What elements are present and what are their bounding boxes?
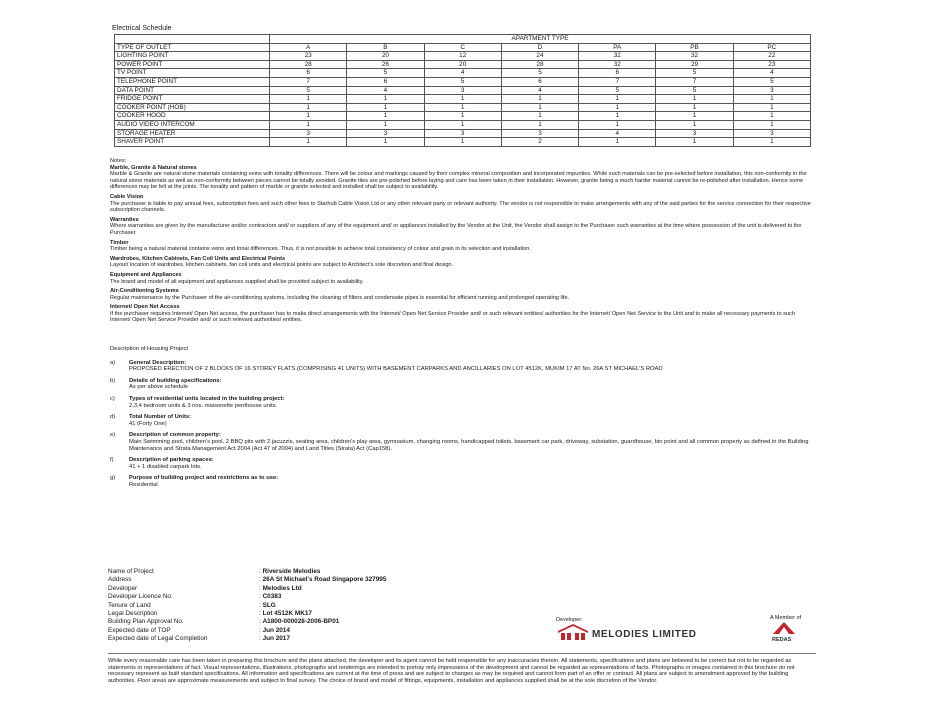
outlet-label: DATA POINT <box>115 86 270 95</box>
table-cell: 22 <box>733 52 810 61</box>
item-heading: General Description: <box>129 359 187 366</box>
table-cell: 1 <box>270 103 347 112</box>
apartment-type-header: APARTMENT TYPE <box>270 35 811 44</box>
fact-row <box>108 618 386 626</box>
note-body: Timber being a natural material contains veins and tonal differences. Thus, it is not possible to achieve total consistency of colour and grain in its selection and installation. <box>110 246 531 253</box>
item-letter: g) <box>110 475 116 482</box>
outlet-label: POWER POINT <box>115 60 270 69</box>
table-cell: 1 <box>347 138 424 147</box>
table-cell: 1 <box>424 103 501 112</box>
table-cell: 1 <box>579 103 656 112</box>
note-heading: Equipment and Appliances <box>110 271 182 278</box>
table-cell: 12 <box>424 52 501 61</box>
fact-value: : Jun 2014 <box>259 627 290 635</box>
note-body: Layout/ location of wardrobes, kitchen cabinets, fan coil units and electrical points are subject to Architect's sole discretion and final design. <box>110 262 454 269</box>
table-cell: 20 <box>424 60 501 69</box>
outlet-label: TV POINT <box>115 69 270 78</box>
table-cell: 1 <box>270 138 347 147</box>
table-cell: 3 <box>424 129 501 138</box>
table-cell: 5 <box>347 69 424 78</box>
table-cell: 6 <box>270 69 347 78</box>
table-cell: 6 <box>579 69 656 78</box>
table-row <box>115 52 811 61</box>
type-header: A <box>270 43 347 52</box>
description-item <box>110 396 816 409</box>
note-heading: Marble, Granite & Natural stones <box>110 164 197 171</box>
note-heading: Cable Vision <box>110 193 144 200</box>
table-cell: 4 <box>733 69 810 78</box>
fact-value: : 26A St Michael's Road Singapore 327995 <box>259 576 386 584</box>
table-cell: 4 <box>579 129 656 138</box>
table-cell: 1 <box>347 103 424 112</box>
table-cell: 1 <box>270 112 347 121</box>
table-cell: 29 <box>656 60 733 69</box>
item-letter: e) <box>110 432 116 439</box>
table-row <box>115 86 811 95</box>
outlet-header: TYPE OF OUTLET <box>115 43 270 52</box>
note-heading: Air-Conditioning Systems <box>110 288 179 295</box>
note-body: If the purchaser requires Internet/ Open Net access, the purchaser has to make direct arrangements with the Internet/ Open Net Service Provider and/ or such relevant entities/ authorities for the Internet/ Open Net Service to the Unit and to make all necessary payments to such Internet/ Open Net Service Provider and/ or such relevant authorities/ entities. <box>110 310 795 324</box>
table-cell: 4 <box>347 86 424 95</box>
type-header: D <box>501 43 578 52</box>
table-cell: 1 <box>501 95 578 104</box>
note-body: The purchaser is liable to pay annual fees, subscription fees and such other fees to Starhub Cable Vision Ltd or any other relevant party or relevant authority. The vendor is not responsible to make arrangements with any of the said parties for the service connection for their respective subscription channels. <box>110 200 811 214</box>
table-cell: 6 <box>501 77 578 86</box>
table-cell: 1 <box>579 95 656 104</box>
table-cell: 1 <box>656 112 733 121</box>
type-header: PA <box>579 43 656 52</box>
type-header: C <box>424 43 501 52</box>
note-heading: Timber <box>110 239 129 246</box>
fact-value: : Lot 4512K MK17 <box>259 610 312 618</box>
note-block <box>110 217 816 237</box>
fact-row <box>108 585 386 593</box>
note-body: The brand and model of all equipment and appliances supplied shall be provided subject to availability. <box>110 278 364 285</box>
table-cell: 4 <box>501 86 578 95</box>
note-block <box>110 194 816 214</box>
table-cell: 1 <box>347 95 424 104</box>
table-cell: 7 <box>270 77 347 86</box>
disclaimer-text: While every reasonable care has been taken in preparing this brochure and the plans attached, the developer and its agent cannot be held responsible for any inaccuracies therein. All statements, specifications and plans are believed to be correct but not to be regarded as statements or representations of fact. Visual representations, illustrations, photographs and renderings are intended to portray only impressions of the development and cannot be regarded as representations of facts. Photographs or images contained in this brochure do not necessary represent as built standard specifications. All information and specifications are current at the time of press and are subject to changes as may be required and cannot form part of an offer or contract. All plans are subject to amendment approved by the building authorities. Floor areas are approximate measurements and subject to final survey. The choice of brand and model of fittings, equipments, installation and appliances supplied shall be at the sole discretion of the Vendor. <box>108 658 795 684</box>
table-cell: 1 <box>733 112 810 121</box>
fact-row <box>108 610 386 618</box>
outlet-label: AUDIO VIDEO INTERCOM <box>115 120 270 129</box>
notes-label: Notes: <box>110 158 127 164</box>
table-cell: 1 <box>733 138 810 147</box>
note-block <box>110 256 816 269</box>
table-cell: 1 <box>656 120 733 129</box>
fact-value: : Riverside Melodies <box>259 568 320 576</box>
description-title: Description of Housing Project <box>110 346 188 352</box>
fact-key: Legal Description <box>108 610 158 618</box>
note-heading: Internet/ Open Net Access <box>110 304 180 311</box>
table-cell: 3 <box>347 129 424 138</box>
note-block <box>110 288 816 301</box>
item-heading: Description of common property: <box>129 432 221 439</box>
table-cell: 23 <box>270 52 347 61</box>
outlet-label: TELEPHONE POINT <box>115 77 270 86</box>
table-cell: 1 <box>579 112 656 121</box>
fact-key: Tenure of Land <box>108 601 151 609</box>
notes-section <box>110 158 816 327</box>
fact-row <box>108 576 386 584</box>
outlet-label: STORAGE HEATER <box>115 129 270 138</box>
item-letter: a) <box>110 359 116 366</box>
table-cell: 20 <box>347 52 424 61</box>
member-label: A Member of <box>770 615 802 621</box>
note-heading: Wardrobes, Kitchen Cabinets, Fan Coil Units and Electrical Points <box>110 255 286 262</box>
table-cell: 5 <box>733 77 810 86</box>
table-row <box>115 60 811 69</box>
table-cell: 1 <box>270 120 347 129</box>
table-cell: 1 <box>733 120 810 129</box>
outlet-label: FRIDGE POINT <box>115 95 270 104</box>
description-item <box>110 432 816 452</box>
table-cell: 5 <box>579 86 656 95</box>
table-cell: 1 <box>424 112 501 121</box>
item-heading: Purpose of building project and restrictions as to use: <box>129 475 279 482</box>
item-body: 41 (Forty One) <box>129 420 167 427</box>
table-cell: 1 <box>579 138 656 147</box>
table-cell: 7 <box>579 77 656 86</box>
table-cell: 1 <box>347 120 424 129</box>
table-cell: 7 <box>656 77 733 86</box>
table-cell: 1 <box>270 95 347 104</box>
developer-label: Developer: <box>556 617 583 623</box>
table-cell: 5 <box>501 69 578 78</box>
fact-value: : SLG <box>259 602 276 610</box>
table-cell: 5 <box>424 77 501 86</box>
table-cell: 1 <box>733 95 810 104</box>
fact-value: : Melodies Ltd <box>259 585 302 593</box>
table-cell: 28 <box>501 60 578 69</box>
table-row <box>115 138 811 147</box>
table-cell: 5 <box>656 86 733 95</box>
table-cell: 3 <box>733 129 810 138</box>
item-body: Main Swimming pool, children's pool, 2 BBQ pits with 2 jacuzzis, seating area, children's play area, gymnasium, changing rooms, handicapped toilets, basement car park, driveway, substation, guardhouse, bin point and all common property as defined in the Building Maintenance and Strata Management Act 2004 (Act 47 of 2004) and Land Titles (Strata) Act (Cap158). <box>129 438 809 452</box>
electrical-schedule-table <box>114 34 811 147</box>
table-cell: 32 <box>579 52 656 61</box>
table-row <box>115 69 811 78</box>
item-letter: f) <box>110 457 114 464</box>
table-cell: 1 <box>579 120 656 129</box>
table-cell: 1 <box>501 120 578 129</box>
item-letter: c) <box>110 395 115 402</box>
member-logo-text: REDAS <box>772 637 792 643</box>
description-item <box>110 414 816 427</box>
table-cell: 3 <box>733 86 810 95</box>
fact-key: Address <box>108 576 132 584</box>
table-row <box>115 129 811 138</box>
fact-key: Expected date of TOP <box>108 626 171 634</box>
description-item <box>110 457 816 470</box>
fact-row <box>108 568 386 576</box>
item-body: PROPOSED ERECTION OF 2 BLOCKS OF 16 STOREY FLATS (COMPRISING 41 UNITS) WITH BASEMENT CARPARKS AND ANCILLARIES ON LOT 4512K, MUKIM 17 AT No. 26A ST MICHAEL'S ROAD <box>129 366 663 373</box>
table-cell: 3 <box>501 129 578 138</box>
outlet-label: LIGHTING POINT <box>115 52 270 61</box>
table-cell: 3 <box>424 86 501 95</box>
item-heading: Total Number of Units: <box>129 414 192 421</box>
fact-value: : A1800-000028-2006-BP01 <box>259 618 339 626</box>
item-body: 41 + 1 disabled carpark lots. <box>129 463 202 470</box>
outlet-label: SHAVER POINT <box>115 138 270 147</box>
fact-key: Developer Licence No. <box>108 593 173 601</box>
table-cell: 1 <box>501 103 578 112</box>
divider <box>108 653 816 654</box>
table-row <box>115 95 811 104</box>
table-cell: 28 <box>270 60 347 69</box>
table-cell: 26 <box>347 60 424 69</box>
table-cell: 2 <box>501 138 578 147</box>
type-header: B <box>347 43 424 52</box>
type-header: PB <box>656 43 733 52</box>
note-block <box>110 165 816 191</box>
table-cell: 1 <box>424 95 501 104</box>
outlet-label: COOKER POINT (HOB) <box>115 103 270 112</box>
fact-key: Developer <box>108 584 138 592</box>
table-cell: 3 <box>656 129 733 138</box>
fact-key: Name of Project <box>108 568 154 575</box>
note-block <box>110 240 816 253</box>
description-item <box>110 475 816 488</box>
table-header-row <box>115 35 811 44</box>
table-row <box>115 120 811 129</box>
fact-value: : C0383 <box>259 593 281 601</box>
table-cell: 1 <box>347 112 424 121</box>
table-cell: 1 <box>656 138 733 147</box>
item-letter: b) <box>110 377 116 384</box>
table-cell: 1 <box>656 95 733 104</box>
note-body: Where warranties are given by the manufacturer and/or contractors and/ or suppliers of any of the equipment and/ or appliances installed by the Vendor at the Unit, the Vendor shall assign to the Purchaser such warranties at the time where possession of the unit is delivered to the Purchaser. <box>110 223 802 236</box>
table-cell: 32 <box>656 52 733 61</box>
fact-row <box>108 635 386 643</box>
table-row <box>115 112 811 121</box>
table-cell: 23 <box>733 60 810 69</box>
fact-key: Expected date of Legal Completion <box>108 635 208 643</box>
description-item <box>110 378 816 391</box>
item-body: 2,3,4 bedroom units & 3 nos. maisonette penthouse units. <box>129 402 278 409</box>
note-block <box>110 272 816 285</box>
table-cell: 1 <box>501 112 578 121</box>
table-cell: 32 <box>579 60 656 69</box>
table-cell: 1 <box>733 103 810 112</box>
table-cell: 24 <box>501 52 578 61</box>
schedule-title: Electrical Schedule <box>112 25 172 32</box>
table-cell: 3 <box>270 129 347 138</box>
project-facts <box>108 568 386 644</box>
fact-row <box>108 593 386 601</box>
description-item <box>110 360 816 373</box>
table-cell: 4 <box>424 69 501 78</box>
developer-logo-text: MELODIES LIMITED <box>592 629 697 640</box>
item-body: Residential <box>129 481 158 488</box>
item-heading: Description of parking spaces: <box>129 457 214 464</box>
table-row <box>115 103 811 112</box>
table-cell: 5 <box>270 86 347 95</box>
fact-row <box>108 627 386 635</box>
fact-value: : Jun 2017 <box>259 635 290 643</box>
note-heading: Warranties <box>110 216 139 223</box>
note-body: Regular maintenance by the Purchaser of the air-conditioning systems, including the cleaning of filters and condensate pipes is essential for efficient running and prolonged operating life. <box>110 294 570 301</box>
melodies-logo-icon <box>558 624 588 645</box>
table-cell: 1 <box>424 120 501 129</box>
table-type-row <box>115 43 811 52</box>
table-row <box>115 77 811 86</box>
fact-row <box>108 602 386 610</box>
table-cell: 1 <box>424 138 501 147</box>
type-header: PC <box>733 43 810 52</box>
note-body: Marble & Granite are natural stone materials containing veins with tonality differences. There will be colour and markings caused by their complex mineral composition and incorporated impurities. While such materials can be pre-selected before installation, this non-conformity in the natural stone materials as well as non-conformity between pieces cannot be totally avoided. Granite tiles are pre-polished before laying and care has been taken in their installation. However, granite being a much harder material cannot be re-polished after installation. Hence some differences may be felt at the joints. The tonality and pattern of marble or granite selected and installed shall be subject to availability. <box>110 171 807 191</box>
housing-description-section <box>110 346 816 494</box>
item-letter: d) <box>110 414 116 421</box>
note-block <box>110 304 816 324</box>
fact-key: Building Plan Approval No. <box>108 618 184 626</box>
table-header-blank <box>115 35 270 44</box>
table-cell: 5 <box>656 69 733 78</box>
item-body: As per above schedule <box>129 384 188 391</box>
item-heading: Details of building specifications: <box>129 377 222 384</box>
table-cell: 6 <box>347 77 424 86</box>
table-cell: 1 <box>656 103 733 112</box>
item-heading: Types of residential units located in the building project: <box>129 395 285 402</box>
outlet-label: COOKER HOOD <box>115 112 270 121</box>
